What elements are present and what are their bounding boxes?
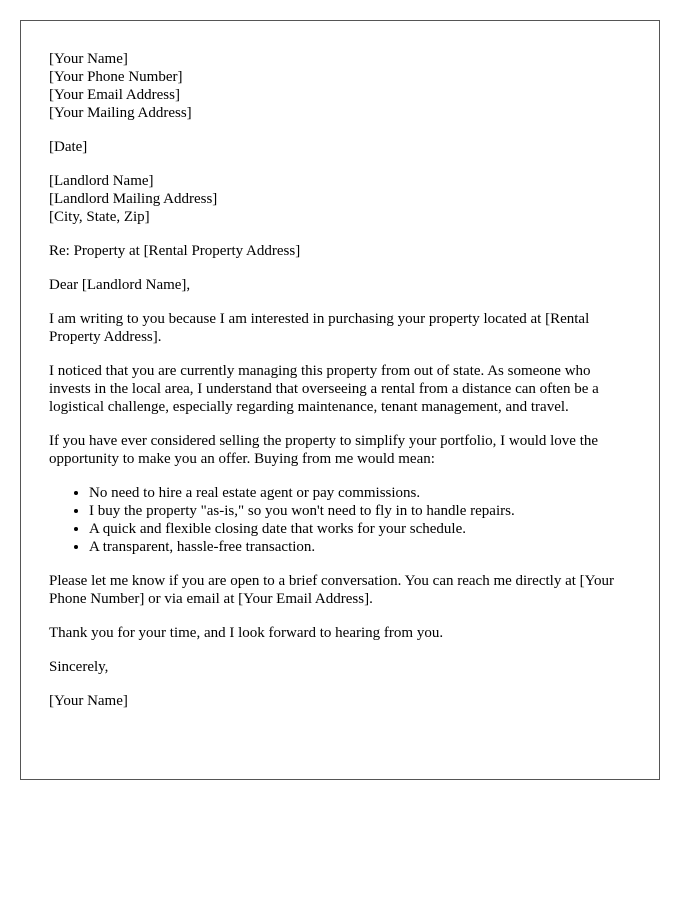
- list-item: • I buy the property "as-is," so you won't need to fly in to handle repairs.: [89, 502, 631, 520]
- sender-mailing-address: [Your Mailing Address]: [49, 105, 192, 121]
- body-paragraph: Thank you for your time, and I look forward to hearing from you.: [49, 625, 444, 641]
- body-paragraph: I am writing to you because I am interested in purchasing your property located at [Rental Property Address].: [49, 311, 590, 345]
- sign-off: Sincerely,: [49, 659, 109, 675]
- benefits-list: [49, 484, 631, 556]
- list-item: • A quick and flexible closing date that works for your schedule.: [89, 520, 631, 538]
- sender-name: [Your Name]: [49, 51, 128, 67]
- letter-date: [Date]: [49, 139, 88, 155]
- body-paragraph: I noticed that you are currently managing this property from out of state. As someone who invests in the local area, I understand that overseeing a rental from a distance can often be a logistical challenge, especially regarding maintenance, tenant management, and travel.: [49, 363, 599, 415]
- signature-name: [Your Name]: [49, 693, 128, 709]
- sender-email: [Your Email Address]: [49, 87, 180, 103]
- salutation: Dear [Landlord Name],: [49, 277, 191, 293]
- list-item: • A transparent, hassle-free transaction.: [89, 538, 631, 556]
- recipient-city-state-zip: [City, State, Zip]: [49, 209, 150, 225]
- body-paragraph: Please let me know if you are open to a brief conversation. You can reach me directly at [Your Phone Number] or via email at [Your Email Address].: [49, 573, 614, 607]
- recipient-name: [Landlord Name]: [49, 173, 154, 189]
- recipient-address-block: [49, 172, 631, 226]
- letter-page: [20, 20, 660, 780]
- sender-address-block: [49, 50, 631, 122]
- body-paragraph: If you have ever considered selling the property to simplify your portfolio, I would love the opportunity to make you an offer. Buying from me would mean:: [49, 433, 599, 467]
- list-item: • No need to hire a real estate agent or pay commissions.: [89, 484, 631, 502]
- subject-line: Re: Property at [Rental Property Address]: [49, 243, 301, 259]
- recipient-mailing-address: [Landlord Mailing Address]: [49, 191, 218, 207]
- sender-phone: [Your Phone Number]: [49, 69, 183, 85]
